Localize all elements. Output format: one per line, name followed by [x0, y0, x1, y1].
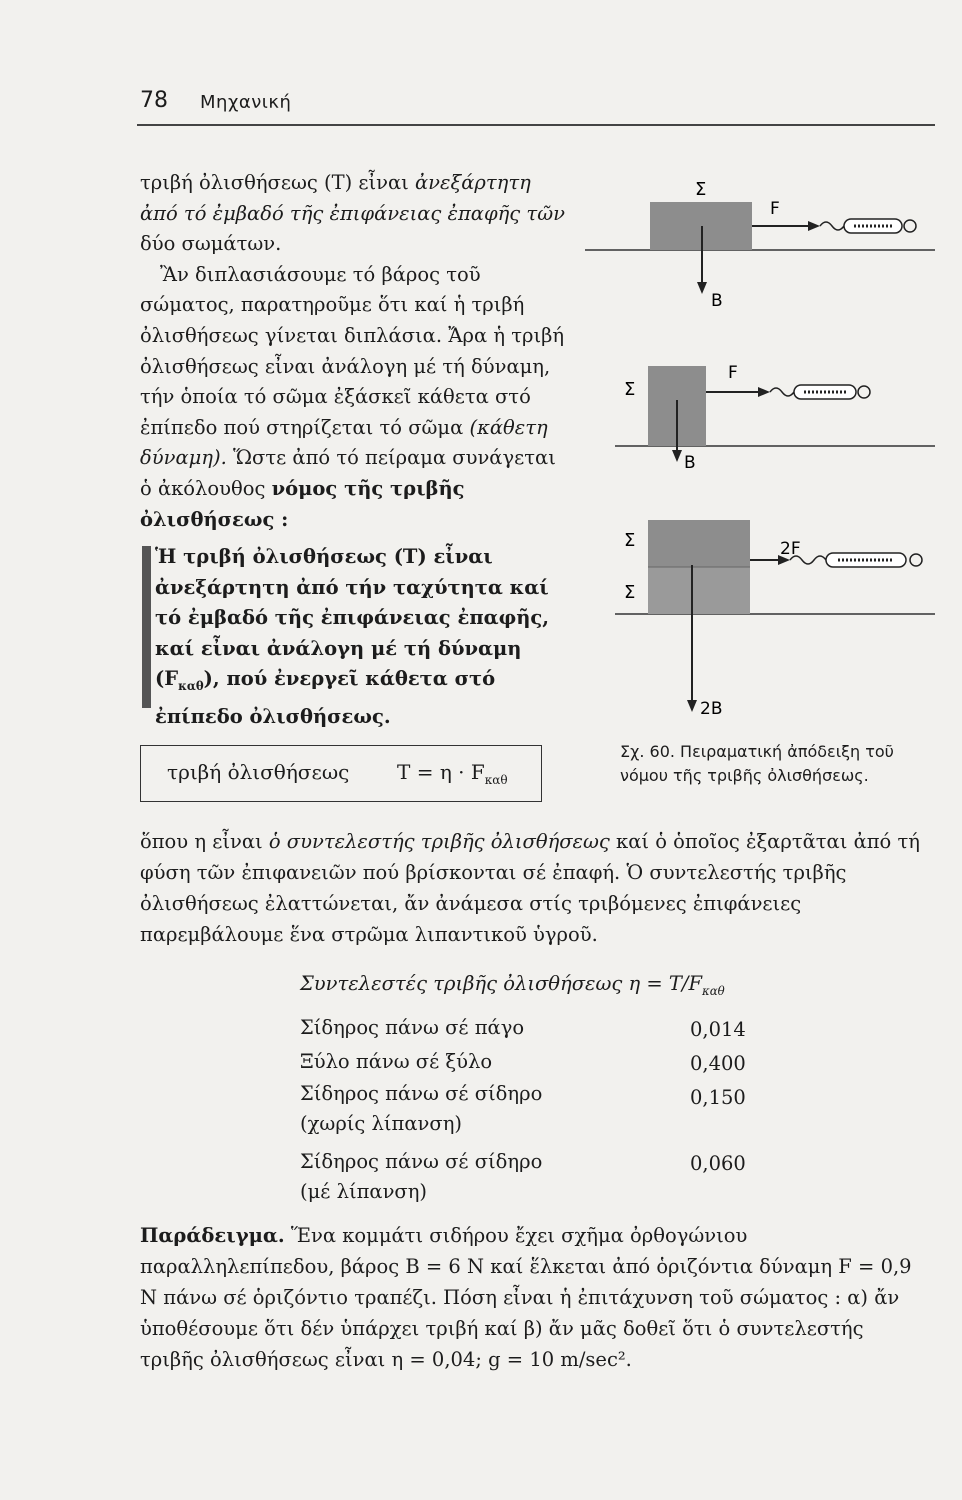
table-value: 0,014 — [690, 1018, 746, 1041]
arrowhead-f2 — [758, 387, 770, 397]
p2-italic: (κάθετη δύναμη). — [140, 415, 548, 470]
p3-text-b: καί ὁ ὁποῖος ἐξαρτᾶται ἀπό τή φύση τῶν ἐπιφανειῶν πού βρίσκονται σέ ἐπαφή. Ὁ συντελεστής τριβῆς ὀλισθήσεως ἐλαττώνεται, ἄν ἀνάμεσα στίς τριβόμενες ἐπιφάνειες παρεμβάλουμε ἕνα στρῶμα λιπαντικοῦ ὑγροῦ. — [140, 830, 920, 946]
label-f-1: F — [770, 199, 780, 219]
spring-scale-icon — [790, 553, 922, 567]
label-b-2: B — [684, 453, 696, 473]
arrowhead-f1 — [808, 221, 820, 231]
arrowhead-b2 — [672, 450, 682, 462]
spring-scale-icon — [820, 219, 916, 233]
paragraph-3 — [140, 826, 930, 950]
table-value: 0,150 — [690, 1086, 746, 1109]
table-row-note: (χωρίς λίπανση) — [300, 1112, 462, 1135]
p3-text: ὅπου η εἶναι — [140, 830, 269, 853]
running-title: Μηχανική — [200, 92, 292, 113]
table-title-sub: καθ — [702, 983, 725, 998]
label-f-2: F — [728, 363, 738, 383]
example-label: Παράδειγμα. — [140, 1224, 285, 1247]
label-sigma-1: Σ — [695, 179, 707, 200]
table-row: Ξύλο πάνω σέ ξύλο — [300, 1050, 493, 1073]
table-row: Σίδηρος πάνω σέ πάγο — [300, 1016, 525, 1039]
formula-label: τριβή ὀλισθήσεως — [167, 760, 350, 784]
label-b-1: B — [711, 291, 723, 311]
law-statement — [155, 542, 575, 732]
paragraph-2 — [140, 260, 568, 535]
law-text-a: Ἡ τριβή ὀλισθήσεως (Τ) εἶναι ἀνεξάρτητη ἀπό τήν ταχύτητα καί τό ἐμβαδό τῆς ἐπιφάνειας ἐπαφῆς, καί εἶναι ἀνάλογη μέ τή δύναμη (F — [155, 545, 550, 691]
block-3-top — [648, 520, 750, 567]
table-title — [300, 972, 725, 998]
label-sigma-3b: Σ — [624, 582, 636, 603]
law-sub: καθ — [178, 679, 204, 694]
block-3-bottom — [648, 567, 750, 614]
formula-expression — [397, 760, 508, 787]
example-text: Ἕνα κομμάτι σιδήρου ἔχει σχῆμα ὀρθογώνιου παραλληλεπίπεδου, βάρος B = 6 N καί ἕλκεται ἀπό ὁριζόντια δύναμη F = 0,9 N πάνω σέ ὁριζόντιο τραπέζι. Πόση εἶναι ἡ ἐπιτάχυνση τοῦ σώματος : α) ἄν ὑποθέσουμε ὅτι δέν ὑπάρχει τριβή καί β) ἄν μᾶς δοθεῖ ὅτι ὁ συντελεστής τριβῆς ὀλισθήσεως εἶναι η = 0,04; g = 10 m/sec². — [140, 1224, 912, 1371]
table-row: Σίδηρος πάνω σέ σίδηρο — [300, 1150, 543, 1173]
arrowhead-b1 — [697, 282, 707, 294]
p1-text: τριβή ὀλισθήσεως (Τ) εἶναι — [140, 171, 415, 194]
table-row: Σίδηρος πάνω σέ σίδηρο — [300, 1082, 543, 1105]
formula-box — [140, 745, 542, 802]
label-sigma-2: Σ — [624, 379, 636, 400]
formula-sub: καθ — [484, 773, 508, 787]
law-margin-bar — [142, 546, 151, 708]
law-heading: νόμος τῆς τριβῆς ὀλισθήσεως : — [140, 476, 465, 531]
law-text-b: ), πού ἐνεργεῖ κάθετα στό ἐπίπεδο ὀλισθήσεως. — [155, 667, 496, 728]
page-number: 78 — [140, 88, 168, 113]
header-rule — [137, 124, 935, 126]
p3-italic: ὁ συντελεστής τριβῆς ὀλισθήσεως — [268, 830, 610, 853]
figure-caption: Σχ. 60. Πειραματική ἀπόδειξη τοῦ νόμου τῆς τριβῆς ὀλισθήσεως. — [620, 742, 894, 785]
friction-experiment-figure — [580, 170, 940, 730]
table-value: 0,400 — [690, 1052, 746, 1075]
left-column-text — [140, 168, 568, 535]
p2-text: Ἂν διπλασιάσουμε τό βάρος τοῦ σώματος, παρατηροῦμε ὅτι καί ἡ τριβή ὀλισθήσεως γίνεται διπλάσια. Ἄρα ἡ τριβή ὀλισθήσεως εἶναι ἀνάλογη μέ τή δύναμη, τήν ὁποία τό σῶμα ἐξάσκεῖ κάθετα στό ἐπίπεδο πού στηρίζεται τό σῶμα — [140, 262, 565, 439]
label-sigma-3a: Σ — [624, 530, 636, 551]
p2-text-b: Ὥστε ἀπό τό πείραμα συνάγεται ὁ ἀκόλουθος — [140, 446, 556, 500]
spring-scale-icon — [770, 385, 870, 399]
table-title-text: Συντελεστές τριβῆς ὀλισθήσεως η = T/F — [300, 972, 703, 995]
label-2b: 2B — [700, 699, 723, 719]
formula-expr: T = η · F — [397, 760, 485, 784]
p1-italic: ἀνεξάρτητη ἀπό τό ἐμβαδό τῆς ἐπιφάνειας ἐπαφῆς τῶν — [140, 171, 565, 225]
table-row-note: (μέ λίπανση) — [300, 1180, 428, 1203]
paragraph-1 — [140, 168, 568, 260]
arrowhead-b3 — [687, 700, 697, 712]
table-value: 0,060 — [690, 1152, 746, 1175]
example-paragraph — [140, 1220, 930, 1375]
p1-end: δύο σωμάτων. — [140, 232, 282, 256]
label-2f: 2F — [780, 539, 801, 559]
